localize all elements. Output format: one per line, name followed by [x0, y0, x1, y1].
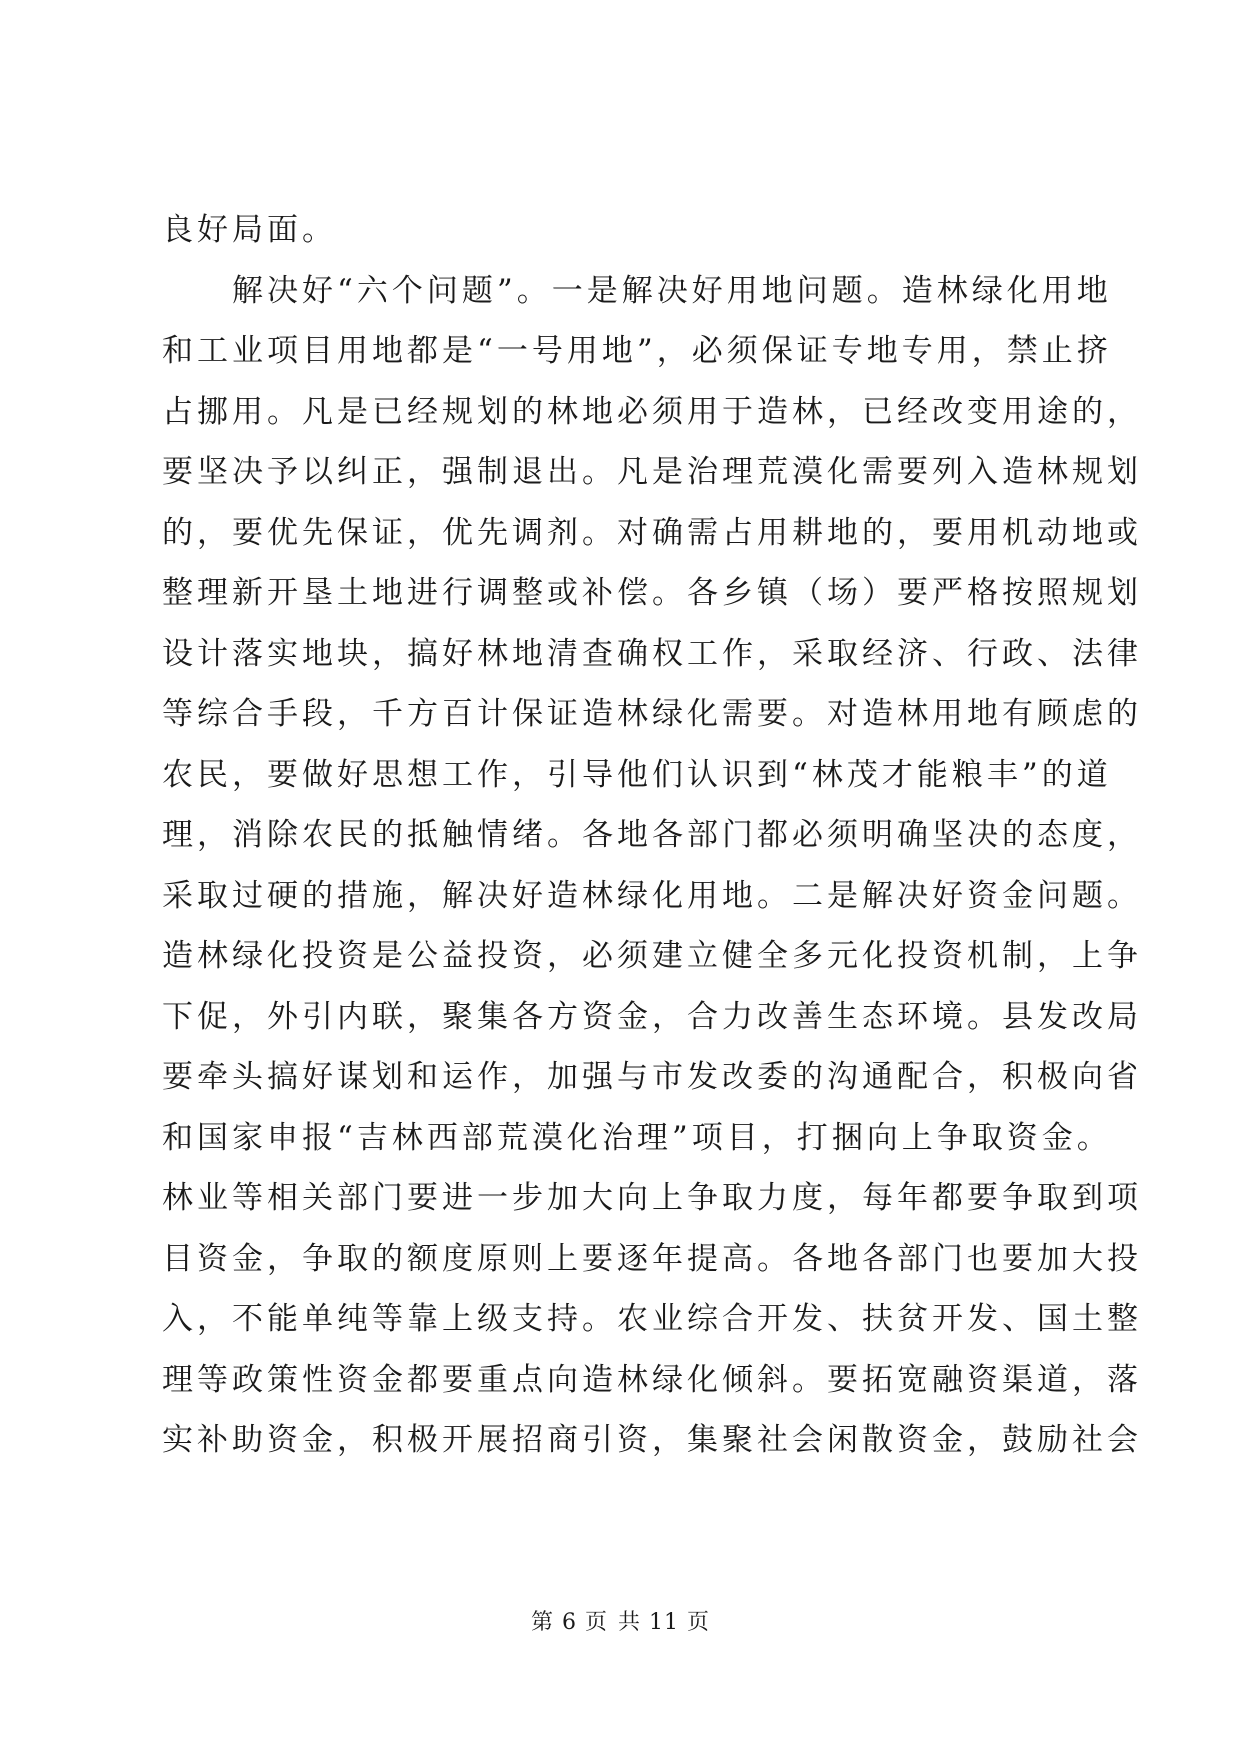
text-line: 占挪用。凡是已经规划的林地必须用于造林，已经改变用途的，	[162, 393, 1142, 430]
text-line: 要牵头搞好谋划和运作，加强与市发改委的沟通配合，积极向省	[162, 1059, 1142, 1095]
body-text	[162, 200, 1142, 1471]
text-line: 理等政策性资金都要重点向造林绿化倾斜。要拓宽融资渠道，落	[162, 1361, 1142, 1398]
text-line: 实补助资金，积极开展招商引资，集聚社会闲散资金，鼓励社会	[162, 1422, 1142, 1458]
text-line: 设计落实地块，搞好林地清查确权工作，采取经济、行政、法律	[162, 635, 1142, 672]
text-line: 良好局面。	[162, 212, 337, 248]
text-line: 整理新开垦土地进行调整或补偿。各乡镇（场）要严格按照规划	[162, 575, 1142, 611]
text-line: 下促，外引内联，聚集各方资金，合力改善生态环境。县发改局	[162, 998, 1142, 1035]
text-line: 理，消除农民的抵触情绪。各地各部门都必须明确坚决的态度，	[162, 817, 1142, 853]
page-footer	[0, 1605, 1241, 1636]
text-line: 林业等相关部门要进一步加大向上争取力度，每年都要争取到项	[162, 1180, 1142, 1216]
text-line: 采取过硬的措施，解决好造林绿化用地。二是解决好资金问题。	[162, 877, 1142, 914]
text-line: 和工业项目用地都是“一号用地”，必须保证专地专用，禁止挤	[162, 333, 1112, 369]
text-line: 入，不能单纯等靠上级支持。农业综合开发、扶贫开发、国土整	[162, 1301, 1142, 1337]
text-line: 目资金，争取的额度原则上要逐年提高。各地各部门也要加大投	[162, 1240, 1142, 1277]
text-line: 的，要优先保证，优先调剂。对确需占用耕地的，要用机动地或	[162, 514, 1142, 551]
text-line: 要坚决予以纠正，强制退出。凡是治理荒漠化需要列入造林规划	[162, 454, 1142, 490]
text-line: 解决好“六个问题”。一是解决好用地问题。造林绿化用地	[162, 272, 1112, 309]
page-total: 共 11 页	[618, 1610, 710, 1635]
text-line: 农民，要做好思想工作，引导他们认识到“林茂才能粮丰”的道	[162, 756, 1112, 793]
text-line: 等综合手段，千方百计保证造林绿化需要。对造林用地有顾虑的	[162, 696, 1142, 732]
page-number: 第 6 页	[531, 1610, 608, 1635]
text-line: 造林绿化投资是公益投资，必须建立健全多元化投资机制，上争	[162, 938, 1142, 974]
text-line: 和国家申报“吉林西部荒漠化治理”项目，打捆向上争取资金。	[162, 1119, 1112, 1156]
